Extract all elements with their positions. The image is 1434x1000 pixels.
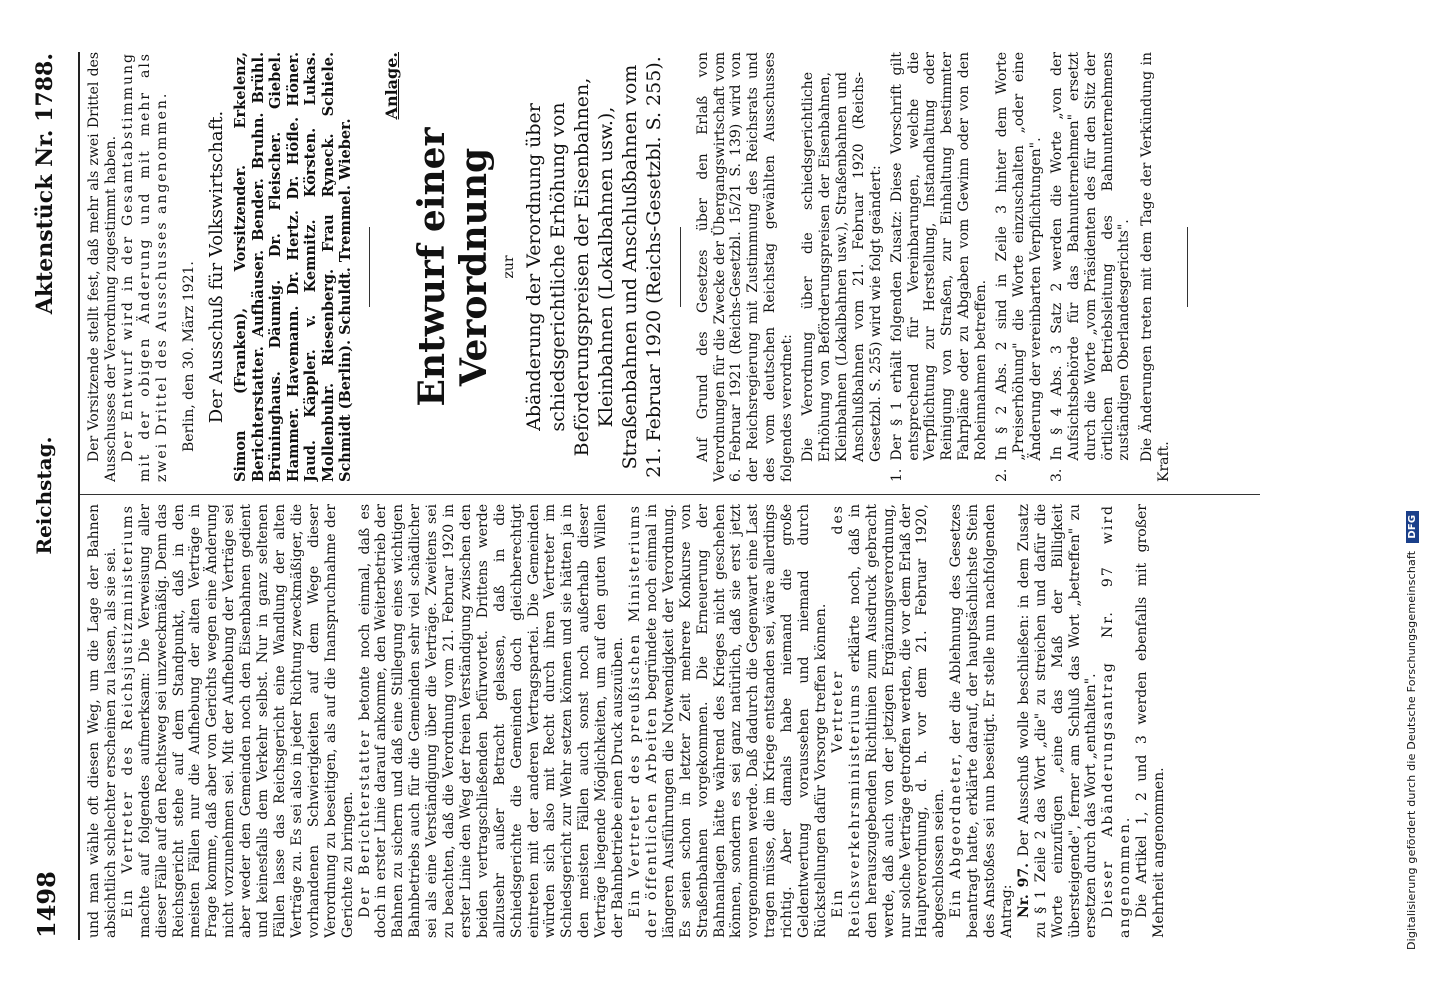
right-column bbox=[86, 52, 1326, 482]
draft-heading: Entwurf einer Verordnung bbox=[410, 127, 495, 407]
paragraph bbox=[627, 504, 830, 938]
document-number: Aktenstück Nr. 1788. bbox=[32, 53, 58, 315]
amendment-preamble: Die Verordnung über die schiedsgerichtliche Erhöhung von Beförderungspreisen der Eisenbahnen, Kleinbahnen (Lokalbahnen usw.), Straßenbahnen und Anschlußbahnen vom 21. Februar 1920 (Reichs-Gesetzbl. S. 255) wird wie folgt geändert: bbox=[800, 72, 884, 462]
divider bbox=[369, 227, 370, 307]
paragraph bbox=[948, 504, 1016, 938]
item-text: In § 2 Abs. 2 sind in Zeile 3 hinter dem Worte „Preiserhöhung" die Worte einzuschalten „oder eine Änderung der vereinbarten Verpflichtungen". bbox=[994, 52, 1044, 461]
paragraph-text: betonte noch einmal, daß es doch in erster Linie darauf ankomme, den Weiterbetrieb der Bahnen zu sichern und daß eine Stillegung eines wichtigen Bahnbetriebs auch für die Gemeinden sehr viel schädlicher sei als eine Verständigung über die Verträge. Zweitens sei zu beachten, daß die Verordnung vom 21. Februar 1920 in erster Linie den Weg der freien Verständigung zwischen den beiden vertragschließenden befürwortet. Drittens werde allzusehr außer Betracht gelassen, daß in die Schiedsgerichte die Gemeinden doch gleichberechtigt eintreten mit der anderen Vertragspartei. Die Gemeinden würden sich also mit Recht durch ihren Vertreter im Schiedsgericht zur Wehr setzen können und sie hätten ja in den meisten Fällen auch sonst noch außerhalb dieser Verträge liegende Möglichkeiten, um auf den guten Willen der Bahnbetriebe einen Druck auszuüben. bbox=[356, 504, 627, 938]
date-line: Berlin, den 30. März 1921. bbox=[180, 261, 197, 452]
speaker-lead: Ein Vertreter des Reichsverkehrsministeriums bbox=[829, 504, 863, 938]
paragraph-text: wird angenommen. bbox=[1100, 504, 1134, 938]
paragraph: Die Artikel 1, 2 und 3 werden ebenfalls mit großer Mehrheit angenommen. bbox=[1134, 504, 1168, 938]
dfg-logo: DFG bbox=[1406, 511, 1419, 543]
amendment-item bbox=[994, 52, 1045, 482]
speaker-lead: Ein Abgeordneter, bbox=[948, 751, 965, 918]
paragraph bbox=[1100, 504, 1134, 938]
paragraph bbox=[120, 504, 357, 938]
item-number: 3. bbox=[1048, 468, 1065, 482]
header-rule bbox=[78, 52, 80, 940]
header-title: Reichstag. bbox=[32, 436, 56, 555]
speaker-lead: Dieser Abänderungsantrag Nr. 97 bbox=[1100, 565, 1117, 918]
draft-subtitle: Abänderung der Verordnung über schiedsgerichtliche Erhöhung von Beförderungspreisen der Eisenbahnen, Kleinbahnen (Lokalbahnen usw.), Straßenbahnen und Anschlußbahnen vom 21. Februar 1920 (Reichs-Gesetzbl. S. 255). bbox=[522, 56, 665, 478]
draft-zur: zur bbox=[500, 255, 517, 279]
motion-text: Der Ausschuß wolle beschließen: in dem Zusatz zu § 1 Zeile 2 das Wort „die" zu streichen und dafür die Worte einzufügen „eine das Maß der Billigkeit übersteigende", ferner am Schluß das Wort „betreffen" zu ersetzen durch das Wort „enthalten". bbox=[1015, 504, 1100, 938]
paragraph-text: der die Ablehnung des Gesetzes beantragt hatte, erklärte darauf, der hauptsächlichste Stein des Anstoßes sei nun beseitigt. Er stelle nun nachfolgenden Antrag: bbox=[948, 504, 1015, 938]
paragraph: Der Entwurf wird in der Gesamtabstimmung mit der obigen Änderung und mit mehr als zwei Drittel des Ausschusses angenommen. bbox=[119, 52, 170, 482]
motion bbox=[1016, 504, 1101, 938]
committee-title: Der Ausschuß für Volkswirtschaft. bbox=[206, 110, 228, 424]
closing-paragraph: Die Änderungen treten mit dem Tage der Verkündung in Kraft. bbox=[1139, 52, 1173, 482]
motion-label: Nr. 97. bbox=[1015, 863, 1032, 918]
paragraph-text: machte auf folgendes aufmerksam: Die Verweisung aller dieser Fälle auf den Rechtsweg sei unzweckmäßig. Denn das Reichsgericht stehe auf dem Standpunkt, daß in den meisten Fällen nur die Aufhebung der alten Verträge in Frage komme, daß aber von Gerichts wegen eine Änderung nicht vorzunehmen sei. Mit der Aufhebung der Verträge sei aber weder den Gemeinden noch den Eisenbahnen gedient und keinesfalls dem Verkehr selbst. Nur in ganz seltenen Fällen lasse das Reichsgericht eine Wandlung der alten Verträge zu. Es sei also in jeder Richtung zweckmäßiger, die vorhandenen Schwierigkeiten auf dem Wege dieser Verordnung zu beseitigen, als auf die Inanspruchnahme der Gerichte zu bringen. bbox=[136, 504, 356, 938]
item-text: In § 4 Abs. 3 Satz 2 werden die Worte „von der Aufsichtsbehörde für das Bahnunternehmen" ersetzt durch die Worte „vom Präsidenten des für den Sitz der örtlichen Betriebsleitung des Bahnunternehmens zuständigen Oberlandesgerichts". bbox=[1048, 52, 1133, 461]
digitization-note bbox=[1405, 50, 1419, 950]
digitization-text: Digitalisierung gefördert durch die Deutsche Forschungsgemeinschaft bbox=[1405, 550, 1418, 950]
speaker-lead: Ein Vertreter des preußischen Ministeriums der öffentlichen Arbeiten bbox=[627, 504, 660, 938]
amendment-item bbox=[1049, 52, 1134, 482]
item-number: 2. bbox=[994, 468, 1011, 482]
paragraph-text: begründete noch einmal in längeren Ausführungen die Notwendigkeit der Verordnung. Es seien schon in letzter Zeit mehrere Konkurse von Straßenbahnen vorgekommen. Die Erneuerung der Bahnanlagen hätte während des Krieges nicht geschehen können, sondern es sei ganz natürlich, daß sie erst jetzt vorgenommen werde. Daß dadurch die Gegenwart eine Last tragen müsse, die im Kriege entstanden sei, wäre allerdings richtig. Aber damals habe niemand die große Geldentwertung voraussehen und niemand durch Rückstellungen dafür Vorsorge treffen können. bbox=[643, 504, 829, 938]
column-divider bbox=[80, 494, 1260, 495]
paragraph: und man wähle oft diesen Weg, um die Lage der Bahnen absichtlich schlechter erscheinen zu lassen, als sie sei. bbox=[86, 504, 119, 938]
speaker-lead: Der Berichterstatter bbox=[356, 728, 373, 918]
divider bbox=[1187, 227, 1188, 307]
amendment-item bbox=[889, 52, 990, 482]
item-text: Der § 1 erhält folgenden Zusatz: Diese Vorschrift gilt entsprechend für Vereinbarungen, welche die Verpflichtung zur Herstellung, Instandhaltung oder Reinigung von Straßen, zur Einhaltung bestimmter Fahrpläne oder zu Abgaben vom Gewinn oder von den Roheinnahmen betreffen. bbox=[888, 52, 990, 461]
speaker-lead: Ein Vertreter des Reichsjustizministeriums bbox=[119, 504, 136, 918]
page-header bbox=[30, 53, 68, 938]
paragraph-text: erklärte noch, daß in den herauszugebenden Richtlinien zum Ausdruck gebracht werde, daß auch von der jetzigen Ergänzungsverordnung, nur solche Verträge getroffen werden, die vor dem Erlaß der Hauptverordnung, d. h. vor dem 21. Februar 1920, abgeschlossen seien. bbox=[846, 504, 948, 938]
page-number: 1498 bbox=[32, 871, 61, 938]
paragraph: Der Vorsitzende stellt fest, daß mehr als zwei Drittel des Ausschusses der Verordnung zugestimmt haben. bbox=[86, 52, 119, 482]
intro-paragraph: Auf Grund des Gesetzes über den Erlaß von Verordnungen für die Zwecke der Übergangswirtschaft vom 6. Februar 1921 (Reichs-Gesetzbl. 15/21 S. 139) wird von der Reichsregierung mit Zustimmung des Reichsrats und des vom deutschen Reichstag gewählten Ausschusses folgendes verordnet: bbox=[694, 52, 796, 482]
item-number: 1. bbox=[888, 468, 905, 482]
paragraph bbox=[830, 504, 948, 938]
paragraph bbox=[357, 504, 628, 938]
annex-label: Anlage. bbox=[381, 52, 401, 120]
member-list: Simon (Franken), Vorsitzender. Erkelenz, Berichterstatter. Aufhäuser. Bender. Bruhn. Brühl. Brüninghaus. Däumig. Dr. Fleischer. Giebel. Hammer. Havemann. Dr. Hertz. Dr. Höfle. Höner. Jaud. Käppler. v. Kemnitz. Körsten. Lukas. Mollenbuhr. Riesenberg. Frau Ryneck. Schiele. Schmidt (Berlin). Schuldt. Tremmel. Wieber. bbox=[232, 52, 355, 482]
left-column bbox=[86, 504, 1341, 938]
divider bbox=[680, 227, 681, 307]
